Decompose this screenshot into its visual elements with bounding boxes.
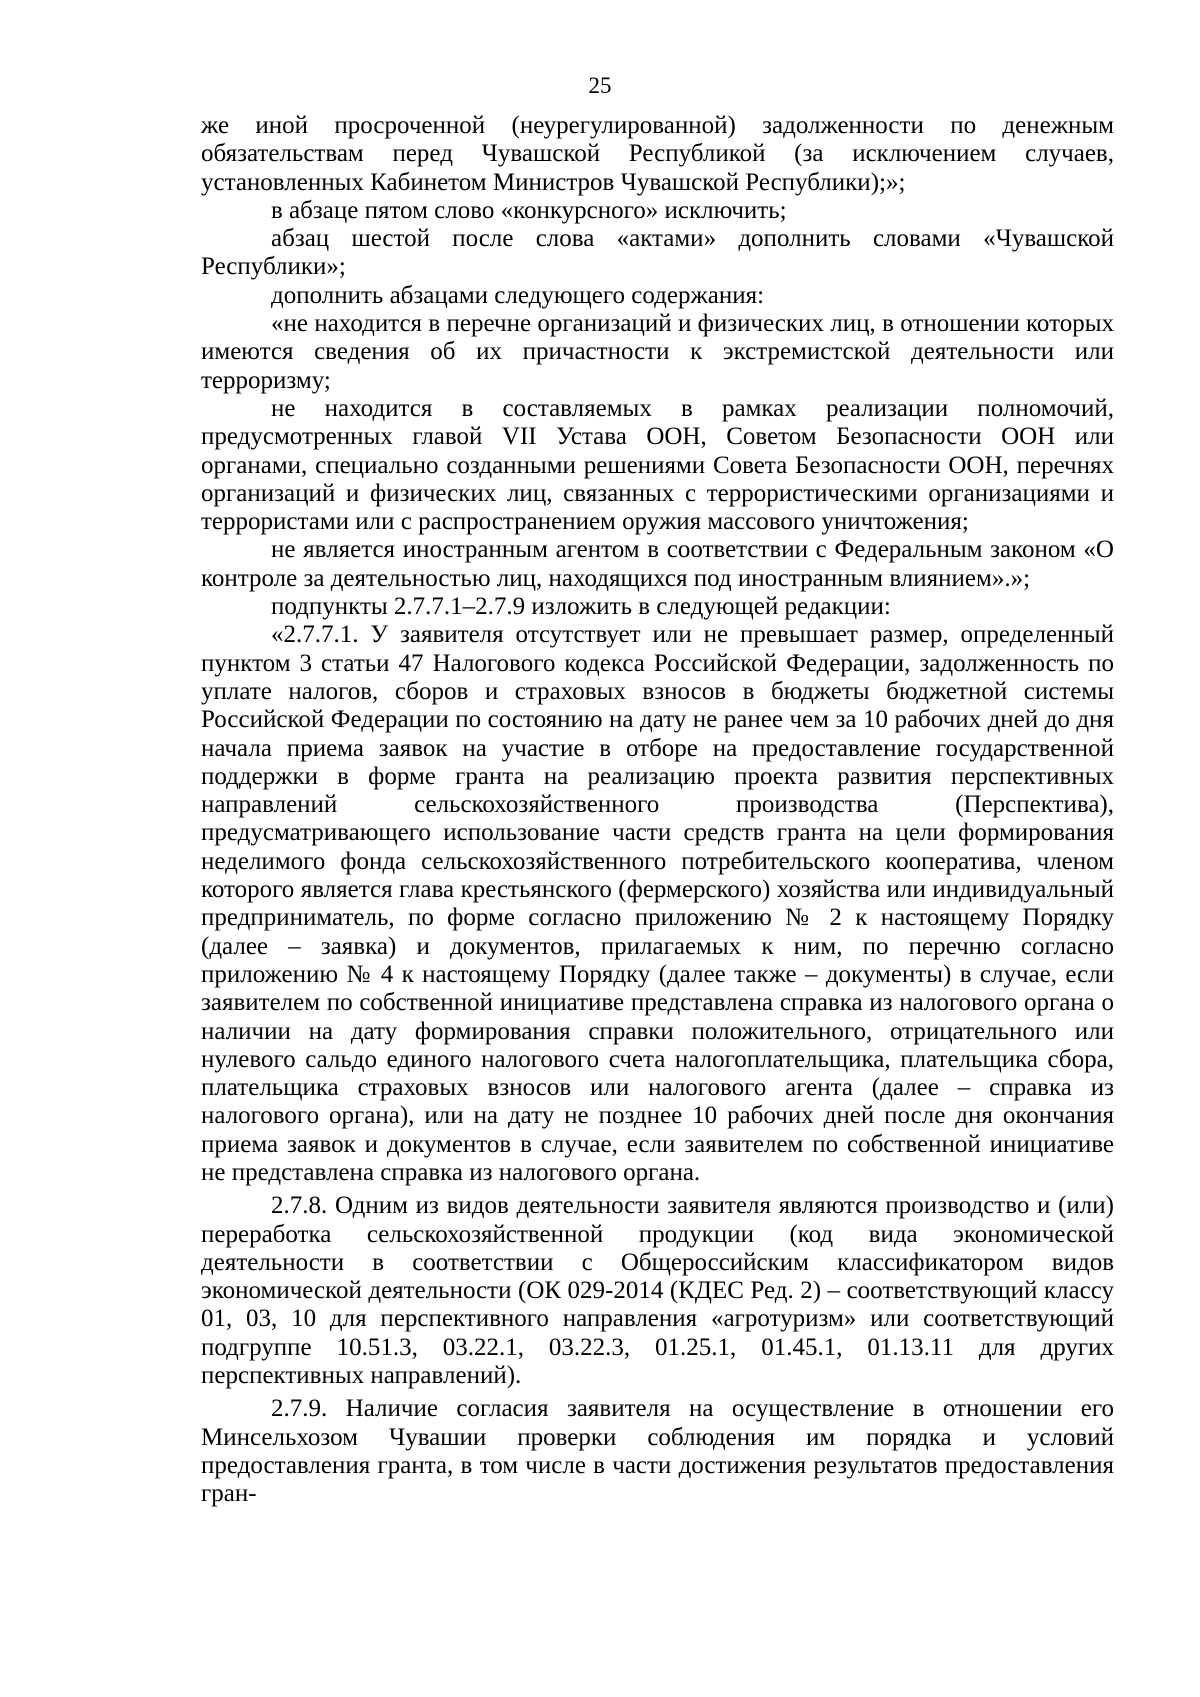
paragraph: 2.7.8. Одним из видов деятельности заявителя являются производство и (или) переработка сельскохозяйственной продукции (код вида экономической деятельности в соответствии с Общероссийским классификатором видов экономической деятельности (ОК 029-2014 (КДЕС Ред. 2) – соответствующий классу 01, 03, 10 для перспективного направления «агротуризм» или соответствующий подгруппе 10.51.3, 03.22.1, 03.22.3, 01.25.1, 01.45.1, 01.13.11 для других перспективных направлений). <box>201 1192 1114 1390</box>
paragraph: 2.7.9. Наличие согласия заявителя на осуществление в отношении его Минсельхозом Чувашии проверки соблюдения им порядка и условий предоставления гранта, в том числе в части достижения результатов предоставления гран- <box>201 1395 1114 1508</box>
paragraph: дополнить абзацами следующего содержания: <box>271 281 765 309</box>
paragraph: не находится в составляемых в рамках реализации полномочий, предусмотренных главой VII Устава ООН, Советом Безопасности ООН или органами, специально созданными решениями Совета Безопасности ООН, перечнях организаций и физических лиц, связанных с террористическими организациями и террористами или с распространением оружия массового уничтожения; <box>201 394 1114 536</box>
document-body <box>201 112 1114 1509</box>
paragraph: же иной просроченной (неурегулированной) задолженности по денежным обязательствам перед Чувашской Республикой (за исключением случаев, установленных Кабинетом Министров Чувашской Республики);»; <box>201 112 1114 196</box>
paragraph: подпункты 2.7.7.1–2.7.9 изложить в следующей редакции: <box>271 593 891 621</box>
page-number: 25 <box>588 73 612 98</box>
paragraph: «не находится в перечне организаций и физических лиц, в отношении которых имеются сведения об их причастности к экстремистской деятельности или терроризму; <box>201 310 1114 394</box>
paragraph: абзац шестой после слова «актами» дополнить словами «Чувашской Республики»; <box>201 225 1114 281</box>
paragraph: «2.7.7.1. У заявителя отсутствует или не превышает размер, определенный пунктом 3 статьи 47 Налогового кодекса Российской Федерации, задолженность по уплате налогов, сборов и страховых взносов в бюджеты бюджетной системы Российской Федерации по состоянию на дату не ранее чем за 10 рабочих дней до дня начала приема заявок на участие в отборе на предоставление государственной поддержки в форме гранта на реализацию проекта развития перспективных направлений сельскохозяйственного производства (Перспектива), предусматривающего использование части средств гранта на цели формирования неделимого фонда сельскохозяйственного потребительского кооператива, членом которого является глава крестьянского (фермерского) хозяйства или индивидуальный предприниматель, по форме согласно приложению № 2 к настоящему Порядку (далее – заявка) и документов, прилагаемых к ним, по перечню согласно приложению № 4 к настоящему Порядку (далее также – документы) в случае, если заявителем по собственной инициативе представлена справка из налогового органа о наличии на дату формирования справки положительного, отрицательного или нулевого сальдо единого налогового счета налогоплательщика, плательщика сбора, плательщика страховых взносов или налогового агента (далее – справка из налогового органа), или на дату не позднее 10 рабочих дней после дня окончания приема заявок и документов в случае, если заявителем по собственной инициативе не представлена справка из налогового органа. <box>201 621 1114 1186</box>
paragraph: в абзаце пятом слово «конкурсного» исключить; <box>271 196 787 224</box>
paragraph: не является иностранным агентом в соответствии с Федеральным законом «О контроле за деятельностью лиц, находящихся под иностранным влиянием».»; <box>201 536 1114 592</box>
